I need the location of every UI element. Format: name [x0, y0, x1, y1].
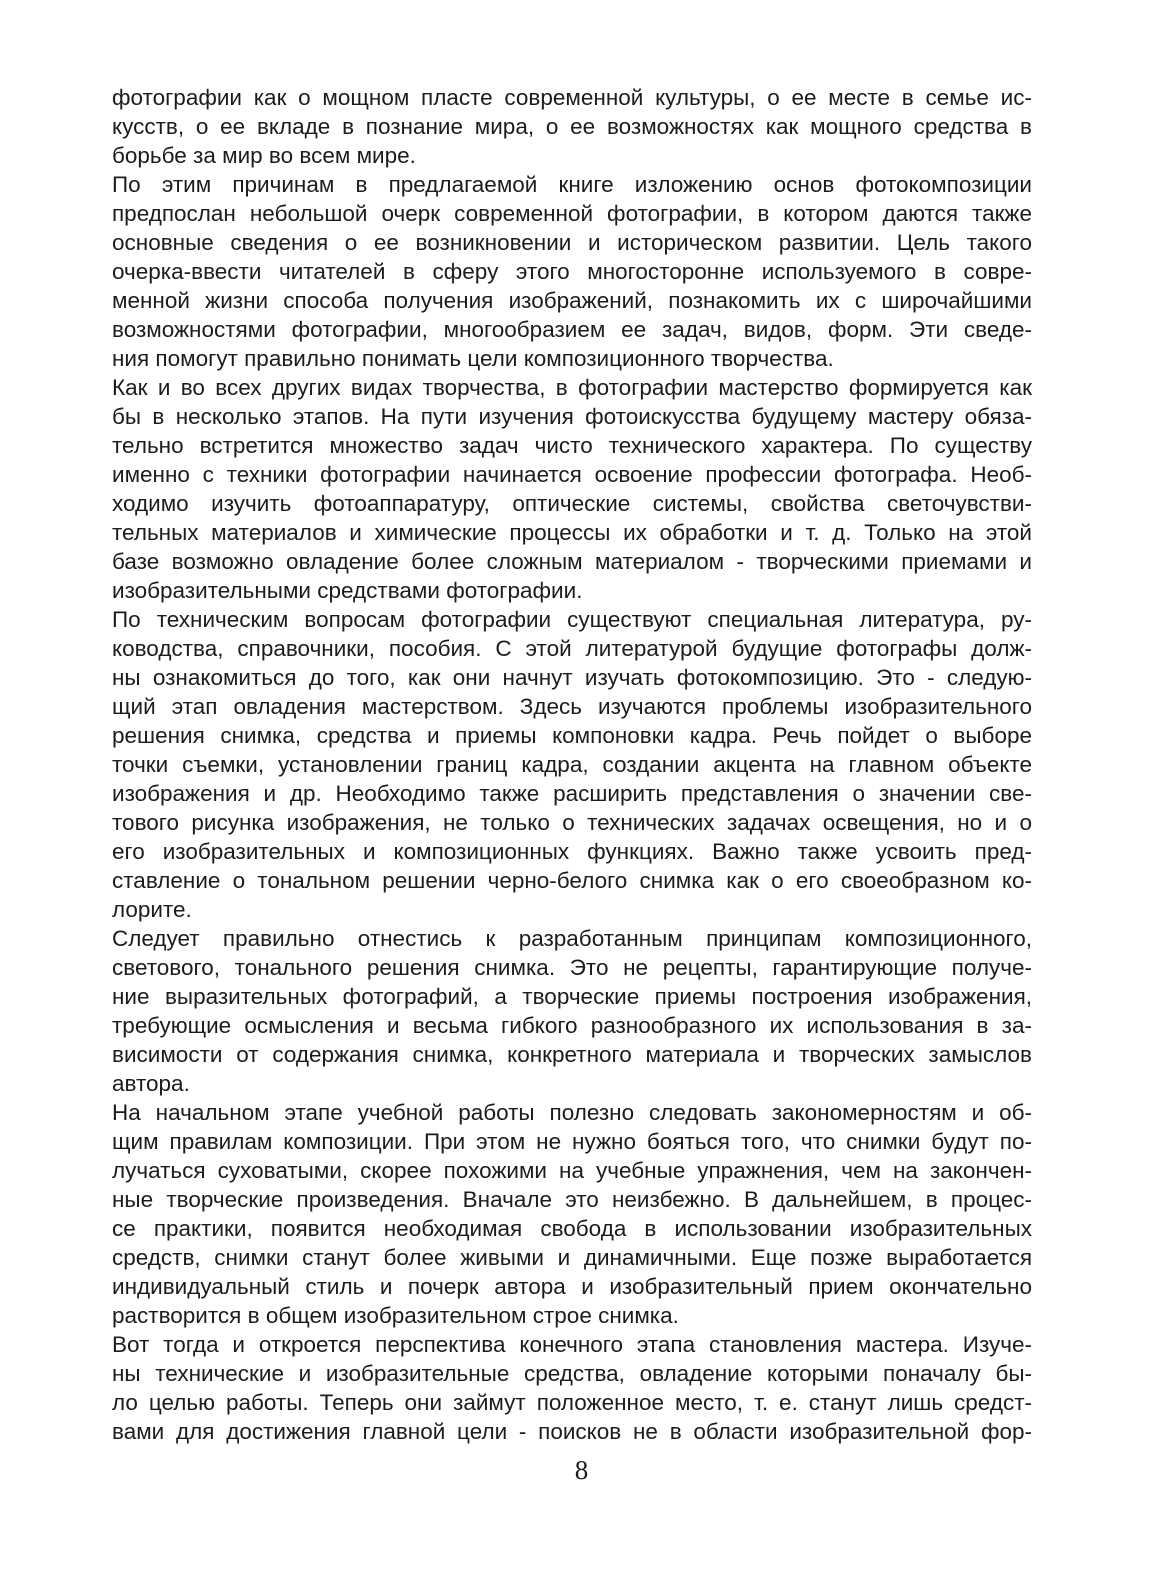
text-line: Вот тогда и откроется перспектива конечного этапа становления мастера. Изуче- — [112, 1332, 1032, 1357]
text-line: его изобразительных и композиционных функциях. Важно также усвоить пред- — [112, 839, 1032, 864]
text-line: По этим причинам в предлагаемой книге изложению основ фотокомпозиции — [112, 172, 1032, 197]
text-line: лорите. — [112, 897, 192, 922]
text-line: вами для достижения главной цели - поисков не в области изобразительной фор- — [112, 1419, 1032, 1444]
text-line: предпослан небольшой очерк современной фотографии, в котором даются также — [112, 201, 1032, 226]
text-line: индивидуальный стиль и почерк автора и изобразительный прием окончательно — [112, 1274, 1032, 1299]
text-line: ло целью работы. Теперь они займут положенное место, т. е. станут лишь средст- — [112, 1390, 1032, 1415]
text-line: основные сведения о ее возникновении и историческом развитии. Цель такого — [112, 230, 1032, 255]
text-line: автора. — [112, 1071, 190, 1096]
text-line: щим правилам композиции. При этом не нужно бояться того, что снимки будут по- — [112, 1129, 1032, 1154]
text-line: именно с техники фотографии начинается освоение профессии фотографа. Необ- — [112, 462, 1032, 487]
text-line: По техническим вопросам фотографии существуют специальная литература, ру- — [112, 607, 1032, 632]
text-line: ны технические и изобразительные средства, овладение которыми поначалу бы- — [112, 1361, 1032, 1386]
text-line: бы в несколько этапов. На пути изучения фотоискусства будущему мастеру обяза- — [112, 404, 1032, 429]
text-line: средств, снимки станут более живыми и динамичными. Еще позже выработается — [112, 1245, 1032, 1270]
text-line: светового, тонального решения снимка. Это не рецепты, гарантирующие получе- — [112, 955, 1032, 980]
text-line: ходимо изучить фотоаппаратуру, оптические системы, свойства светочувстви- — [112, 491, 1032, 516]
text-line: изобразительными средствами фотографии. — [112, 578, 583, 603]
text-line: тельных материалов и химические процессы их обработки и т. д. Только на этой — [112, 520, 1032, 545]
text-line: ставление о тональном решении черно-белого снимка как о его своеобразном ко- — [112, 868, 1032, 893]
text-line: лучаться суховатыми, скорее похожими на учебные упражнения, чем на закончен- — [112, 1158, 1032, 1183]
text-line: менной жизни способа получения изображений, познакомить их с широчайшими — [112, 288, 1032, 313]
text-line: фотографии как о мощном пласте современной культуры, о ее месте в семье ис- — [112, 85, 1032, 110]
text-line: точки съемки, установлении границ кадра, создании акцента на главном объекте — [112, 752, 1032, 777]
text-line: борьбе за мир во всем мире. — [112, 143, 416, 168]
text-line: ны ознакомиться до того, как они начнут изучать фотокомпозицию. Это - следую- — [112, 665, 1032, 690]
text-line: кусств, о ее вкладе в познание мира, о ее возможностях как мощного средства в — [112, 114, 1032, 139]
text-line: Как и во всех других видах творчества, в фотографии мастерство формируется как — [112, 375, 1032, 400]
page-number: 8 — [574, 1455, 589, 1485]
text-line: требующие осмысления и весьма гибкого разнообразного их использования в за- — [112, 1013, 1032, 1038]
text-line: очерка-ввести читателей в сферу этого многосторонне используемого в совре- — [112, 259, 1032, 284]
text-line: се практики, появится необходимая свобода в использовании изобразительных — [112, 1216, 1032, 1241]
body-text — [112, 83, 1032, 1446]
text-line: ние выразительных фотографий, а творческие приемы построения изображения, — [112, 984, 1032, 1009]
text-line: тового рисунка изображения, не только о технических задачах освещения, но и о — [112, 810, 1032, 835]
text-line: решения снимка, средства и приемы компоновки кадра. Речь пойдет о выборе — [112, 723, 1032, 748]
text-line: ководства, справочники, пособия. С этой литературой будущие фотографы долж- — [112, 636, 1032, 661]
text-line: тельно встретится множество задач чисто технического характера. По существу — [112, 433, 1032, 458]
text-line: ния помогут правильно понимать цели композиционного творчества. — [112, 346, 834, 371]
text-line: висимости от содержания снимка, конкретного материала и творческих замыслов — [112, 1042, 1032, 1067]
text-line: изображения и др. Необходимо также расширить представления о значении све- — [112, 781, 1032, 806]
text-line: Следует правильно отнестись к разработанным принципам композиционного, — [112, 926, 1032, 951]
text-line: ные творческие произведения. Вначале это неизбежно. В дальнейшем, в процес- — [112, 1187, 1032, 1212]
text-line: возможностями фотографии, многообразием ее задач, видов, форм. Эти сведе- — [112, 317, 1032, 342]
text-line: растворится в общем изобразительном строе снимка. — [112, 1303, 679, 1328]
text-line: базе возможно овладение более сложным материалом - творческими приемами и — [112, 549, 1032, 574]
text-line: На начальном этапе учебной работы полезно следовать закономерностям и об- — [112, 1100, 1032, 1125]
text-line: щий этап овладения мастерством. Здесь изучаются проблемы изобразительного — [112, 694, 1032, 719]
